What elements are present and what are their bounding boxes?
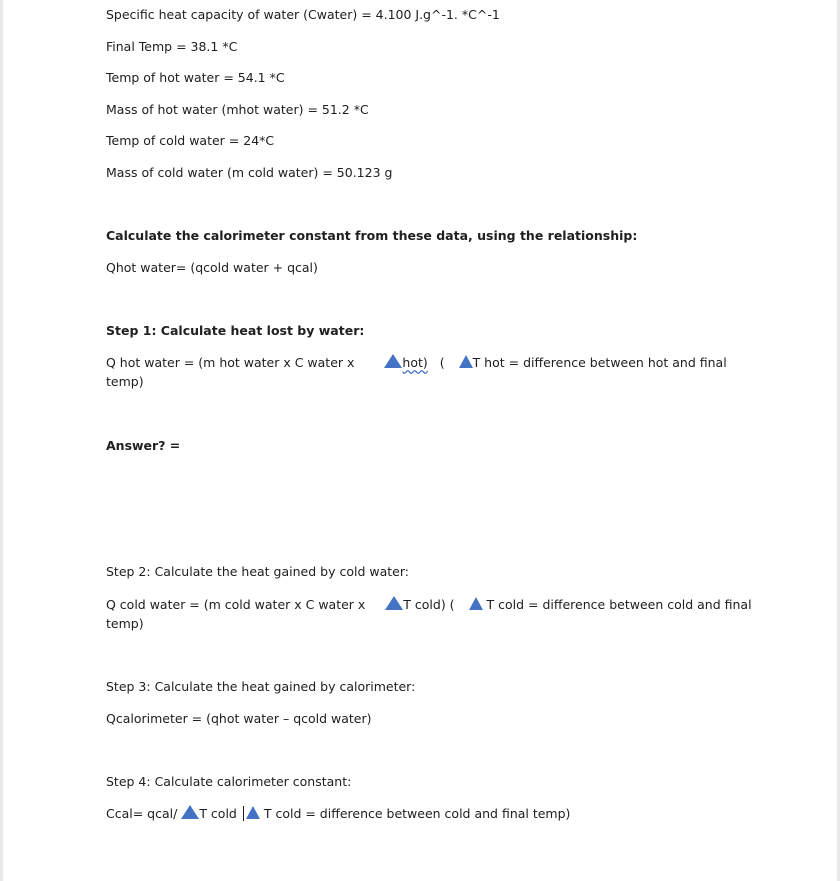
delta-icon bbox=[246, 806, 260, 819]
step1-eq-part1: Q hot water = (m hot water x C water x bbox=[106, 355, 355, 370]
delta-icon bbox=[385, 596, 403, 610]
step1-eq-part2: hot) bbox=[402, 355, 428, 370]
step4-eq-part3: T cold = difference between cold and final temp) bbox=[263, 806, 571, 821]
final-temp-line: Final Temp = 38.1 *C bbox=[106, 39, 238, 54]
step2-eq-part2: T cold) ( bbox=[403, 597, 455, 612]
step1-eq-part4: T hot = difference between hot and final bbox=[472, 355, 727, 370]
intro-heading: Calculate the calorimeter constant from these data, using the relationship: bbox=[106, 228, 638, 243]
step2-equation-cont: temp) bbox=[106, 616, 144, 631]
step3-equation: Qcalorimeter = (qhot water – qcold water) bbox=[106, 711, 372, 726]
step2-heading: Step 2: Calculate the heat gained by cold water: bbox=[106, 564, 409, 579]
mass-cold-line: Mass of cold water (m cold water) = 50.123 g bbox=[106, 165, 393, 180]
temp-cold-line: Temp of cold water = 24*C bbox=[106, 133, 275, 148]
step4-equation bbox=[106, 805, 570, 822]
step1-eq-part3: ( bbox=[439, 355, 445, 370]
relationship-line: Qhot water= (qcold water + qcal) bbox=[106, 260, 318, 275]
specific-heat-line: Specific heat capacity of water (Cwater) = 4.100 J.g^-1. *C^-1 bbox=[106, 7, 500, 22]
step2-eq-part3: T cold = difference between cold and final bbox=[486, 597, 752, 612]
step2-equation bbox=[106, 596, 752, 613]
step1-equation bbox=[106, 354, 727, 371]
step1-equation-cont: temp) bbox=[106, 374, 144, 389]
text-cursor bbox=[243, 806, 244, 821]
mass-hot-line: Mass of hot water (mhot water) = 51.2 *C bbox=[106, 102, 369, 117]
step2-eq-part1: Q cold water = (m cold water x C water x bbox=[106, 597, 366, 612]
step4-heading: Step 4: Calculate calorimeter constant: bbox=[106, 774, 352, 789]
delta-icon bbox=[384, 354, 402, 368]
document-page[interactable] bbox=[3, 0, 837, 881]
step1-heading: Step 1: Calculate heat lost by water: bbox=[106, 323, 365, 338]
answer-prompt: Answer? = bbox=[106, 438, 181, 453]
temp-hot-line: Temp of hot water = 54.1 *C bbox=[106, 70, 285, 85]
delta-icon bbox=[459, 355, 473, 368]
step4-eq-part2: T cold bbox=[199, 806, 237, 821]
step4-eq-part1: Ccal= qcal/ bbox=[106, 806, 178, 821]
delta-icon bbox=[469, 597, 483, 610]
delta-icon bbox=[181, 805, 199, 819]
step3-heading: Step 3: Calculate the heat gained by calorimeter: bbox=[106, 679, 416, 694]
